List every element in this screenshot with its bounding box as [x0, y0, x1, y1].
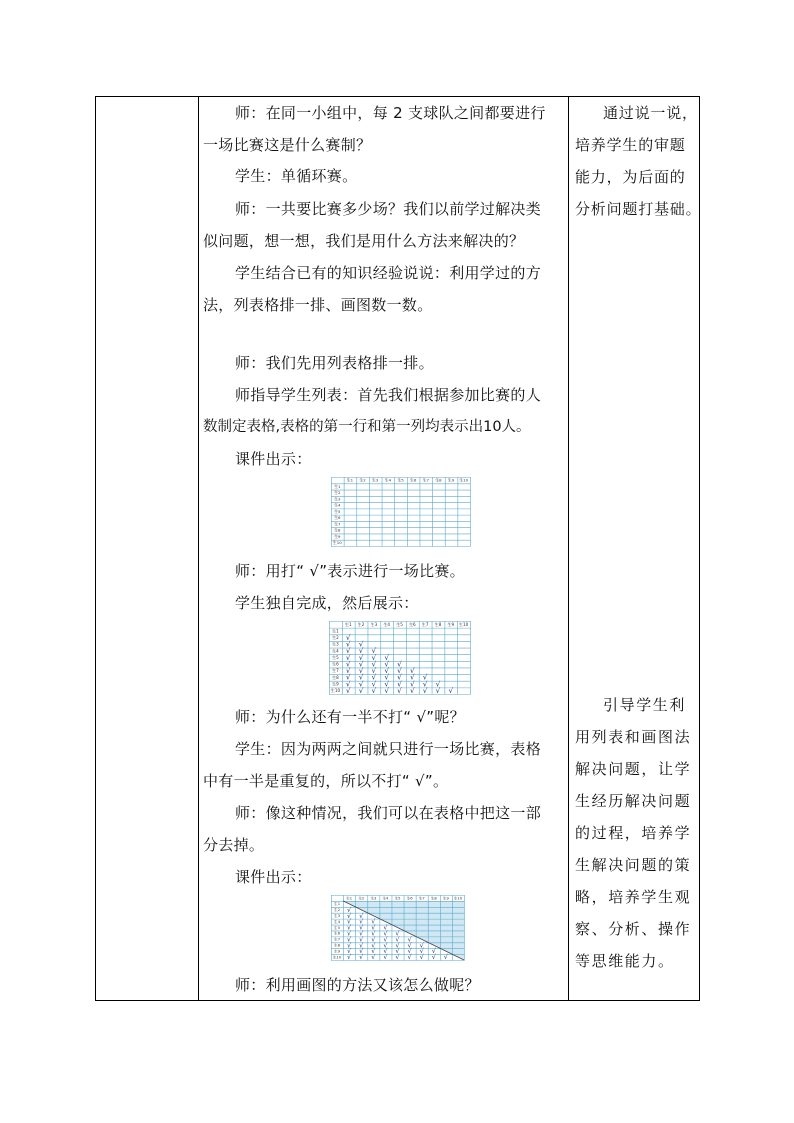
note: 通过说一说， 培养学生的审题 能力，为后面的 分析问题打基础。 — [575, 104, 702, 218]
paragraph: 师：为什么还有一半不打“ √”呢？ — [235, 708, 465, 726]
grid-col-header: 生9 — [442, 896, 449, 901]
paragraph: 师：像这种情况，我们可以在表格中把这一部 分去掉。 — [203, 804, 542, 854]
check-mark: √ — [384, 686, 390, 695]
check-mark: √ — [422, 686, 428, 695]
grid-col-header: 生8 — [430, 896, 437, 901]
grid-col-header: 生7 — [422, 477, 429, 483]
paragraph: 师指导学生列表：首先我们根据参加比赛的人 数制定表格,表格的第一行和第一列均表示出10人。 — [203, 386, 542, 435]
check-mark: √ — [371, 659, 377, 669]
checked-grid-figure — [329, 621, 471, 695]
check-mark: √ — [347, 929, 352, 938]
grid-row-header: 生8 — [334, 943, 341, 948]
check-mark: √ — [397, 659, 402, 669]
check-mark: √ — [397, 686, 402, 695]
check-mark: √ — [383, 941, 388, 950]
grid-row-header: 生2 — [334, 490, 341, 496]
grid-row-header: 生9 — [334, 949, 341, 954]
check-mark: √ — [435, 686, 441, 695]
check-mark: √ — [435, 679, 441, 689]
check-mark: √ — [347, 905, 352, 914]
check-mark: √ — [345, 679, 351, 689]
check-mark: √ — [384, 672, 390, 682]
check-mark: √ — [422, 672, 428, 682]
grid-col-header: 生3 — [370, 896, 377, 901]
check-mark: √ — [347, 935, 352, 944]
check-mark: √ — [345, 659, 351, 669]
check-mark: √ — [359, 911, 364, 920]
paragraph: 学生结合已有的知识经验说说：利用学过的方 法，列表格排一排、画图数一数。 — [203, 264, 542, 314]
grid-col-header: 生5 — [394, 896, 401, 901]
crossed-grid-figure — [331, 895, 465, 961]
check-mark: √ — [383, 947, 388, 956]
grid-row-header: 生8 — [334, 527, 341, 533]
paragraph: 师：我们先用列表格排一排。 — [235, 354, 434, 372]
column-divider-left — [198, 97, 199, 1000]
grid-col-header: 生4 — [384, 477, 392, 483]
paragraph: 课件出示： — [235, 450, 312, 468]
grid-col-header: 生2 — [357, 621, 365, 627]
grid-col-header: 生1 — [346, 477, 354, 483]
grid-col-header: 生8 — [434, 621, 442, 627]
check-mark: √ — [407, 941, 412, 950]
check-mark: √ — [384, 659, 390, 669]
grid-row-header: 生1 — [332, 628, 339, 634]
check-mark: √ — [395, 941, 400, 950]
check-mark: √ — [395, 929, 400, 938]
check-mark: √ — [383, 953, 388, 961]
check-mark: √ — [395, 935, 400, 944]
check-mark: √ — [358, 686, 364, 695]
grid-row-header: 生2 — [334, 908, 341, 913]
grid-col-header: 生7 — [418, 896, 425, 901]
grid-row-header: 生6 — [332, 661, 339, 667]
grid-col-header: 生3 — [372, 477, 379, 483]
check-mark: √ — [407, 935, 412, 944]
check-mark: √ — [395, 947, 400, 956]
grid-row-header: 生9 — [332, 681, 339, 687]
grid-col-header: 生6 — [408, 621, 416, 627]
empty-grid-figure — [331, 477, 471, 547]
grid-col-header: 生10 — [458, 621, 469, 627]
grid-row-header: 生3 — [332, 641, 339, 647]
check-mark: √ — [371, 953, 376, 961]
check-mark: √ — [359, 935, 364, 944]
check-mark: √ — [359, 923, 364, 932]
check-mark: √ — [359, 929, 364, 938]
grid-row-header: 生10 — [332, 540, 342, 546]
grid-col-header: 生10 — [453, 896, 463, 901]
check-mark: √ — [345, 646, 351, 656]
check-mark: √ — [358, 639, 364, 649]
grid-row-header: 生7 — [334, 937, 341, 942]
grid-col-header: 生9 — [447, 477, 455, 483]
check-mark: √ — [371, 666, 377, 676]
check-mark: √ — [358, 652, 364, 662]
check-mark: √ — [419, 941, 424, 950]
check-mark: √ — [419, 953, 424, 961]
grid-svg — [331, 477, 471, 547]
check-mark: √ — [371, 923, 376, 932]
check-mark: √ — [371, 672, 377, 682]
grid-svg — [331, 895, 465, 961]
check-mark: √ — [409, 672, 415, 682]
paragraph: 学生独自完成，然后展示： — [235, 594, 419, 612]
check-mark: √ — [409, 666, 415, 676]
check-mark: √ — [359, 947, 364, 956]
check-mark: √ — [409, 679, 415, 689]
paragraph: 师：一共要比赛多少场？我们以前学过解决类 似问题，想一想，我们是用什么方法来解决的？ — [203, 200, 542, 250]
check-mark: √ — [383, 935, 388, 944]
grid-row-header: 生3 — [334, 913, 341, 918]
grid-col-header: 生5 — [396, 621, 403, 627]
grid-col-header: 生4 — [382, 896, 389, 901]
check-mark: √ — [345, 666, 351, 676]
grid-col-header: 生5 — [397, 477, 404, 483]
check-mark: √ — [397, 679, 402, 689]
grid-col-header: 生2 — [358, 896, 365, 901]
grid-svg — [329, 621, 471, 695]
check-mark: √ — [409, 686, 415, 695]
paragraph: 课件出示： — [235, 868, 312, 886]
check-mark: √ — [347, 953, 352, 961]
grid-col-header: 生2 — [359, 477, 366, 483]
check-mark: √ — [384, 666, 390, 676]
check-mark: √ — [371, 947, 376, 956]
grid-row-header: 生5 — [334, 508, 341, 514]
check-mark: √ — [395, 953, 400, 961]
check-mark: √ — [443, 953, 448, 961]
paragraph: 师：在同一小组中，每 2 支球队之间都要进行 一场比赛这是什么赛制？ — [203, 104, 546, 154]
check-mark: √ — [407, 947, 412, 956]
check-mark: √ — [358, 679, 364, 689]
column-divider-right — [568, 97, 569, 1000]
grid-row-header: 生9 — [334, 533, 341, 539]
paragraph: 学生：因为两两之间就只进行一场比赛，表格 中有一半是重复的，所以不打“ √”。 — [203, 740, 542, 790]
paragraph: 师：用打“ √”表示进行一场比赛。 — [235, 562, 465, 580]
check-mark: √ — [371, 929, 376, 938]
check-mark: √ — [397, 672, 402, 682]
check-mark: √ — [431, 947, 436, 956]
grid-row-header: 生5 — [334, 925, 341, 930]
check-mark: √ — [347, 911, 352, 920]
grid-col-header: 生6 — [406, 896, 413, 901]
grid-row-header: 生4 — [332, 648, 339, 654]
lesson-plan-table — [95, 96, 700, 1001]
check-mark: √ — [422, 679, 428, 689]
note: 引导学生利 用列表和画图法 解决问题，让学 生经历解决问题 的过程，培养学 生解决问题的策 略，培养学生观 察、分析、操作 等思维能力。 — [575, 696, 692, 970]
check-mark: √ — [347, 947, 352, 956]
check-mark: √ — [371, 686, 377, 695]
check-mark: √ — [359, 917, 364, 926]
check-mark: √ — [448, 686, 454, 695]
grid-col-header: 生1 — [346, 896, 353, 901]
check-mark: √ — [371, 652, 377, 662]
grid-row-header: 生7 — [334, 521, 341, 527]
grid-col-header: 生9 — [447, 621, 455, 627]
check-mark: √ — [371, 679, 377, 689]
grid-col-header: 生4 — [383, 621, 391, 627]
check-mark: √ — [359, 953, 364, 961]
check-mark: √ — [384, 679, 390, 689]
grid-row-header: 生4 — [334, 502, 341, 508]
check-mark: √ — [371, 646, 377, 656]
check-mark: √ — [345, 639, 351, 649]
check-mark: √ — [358, 659, 364, 669]
grid-col-header: 生10 — [459, 477, 469, 483]
check-mark: √ — [345, 652, 351, 662]
check-mark: √ — [347, 941, 352, 950]
check-mark: √ — [345, 686, 351, 695]
grid-row-header: 生6 — [334, 931, 341, 936]
grid-row-header: 生4 — [334, 919, 341, 924]
grid-col-header: 生6 — [409, 477, 417, 483]
grid-row-header: 生7 — [332, 668, 339, 674]
grid-col-header: 生8 — [435, 477, 442, 483]
grid-col-header: 生7 — [421, 621, 429, 627]
grid-row-header: 生1 — [334, 902, 341, 907]
check-mark: √ — [407, 953, 412, 961]
grid-row-header: 生10 — [330, 688, 341, 694]
grid-row-header: 生1 — [334, 483, 341, 489]
check-mark: √ — [371, 917, 376, 926]
grid-row-header: 生3 — [334, 496, 341, 502]
check-mark: √ — [371, 935, 376, 944]
check-mark: √ — [358, 666, 364, 676]
check-mark: √ — [371, 941, 376, 950]
check-mark: √ — [383, 923, 388, 932]
check-mark: √ — [345, 632, 351, 642]
check-mark: √ — [384, 652, 390, 662]
check-mark: √ — [359, 941, 364, 950]
check-mark: √ — [383, 929, 388, 938]
grid-row-header: 生5 — [332, 654, 339, 660]
grid-col-header: 生3 — [370, 621, 378, 627]
check-mark: √ — [431, 953, 436, 961]
paragraph: 学生：单循环赛。 — [235, 167, 358, 185]
check-mark: √ — [358, 672, 364, 682]
grid-row-header: 生6 — [334, 515, 341, 521]
check-mark: √ — [347, 923, 352, 932]
grid-row-header: 生10 — [332, 955, 342, 960]
check-mark: √ — [345, 672, 351, 682]
check-mark: √ — [358, 646, 364, 656]
grid-row-header: 生2 — [332, 635, 339, 641]
check-mark: √ — [397, 666, 402, 676]
grid-col-header: 生1 — [344, 621, 352, 627]
paragraph: 师：利用画图的方法又该怎么做呢？ — [235, 976, 480, 994]
grid-row-header: 生8 — [332, 674, 339, 680]
check-mark: √ — [347, 917, 352, 926]
check-mark: √ — [419, 947, 424, 956]
